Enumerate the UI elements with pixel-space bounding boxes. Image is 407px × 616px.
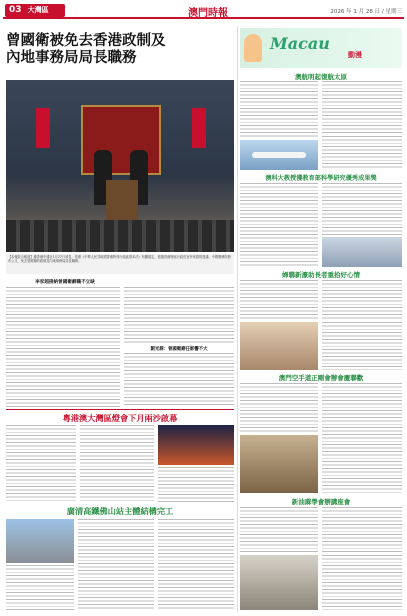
- sidebar-story2-text-b: [322, 183, 402, 235]
- sidebar-story4-text-a: [240, 383, 318, 433]
- section-divider: [6, 409, 234, 410]
- lead-title-line2: 內地事務局局長職務: [6, 50, 137, 66]
- section-name: 大灣區: [27, 6, 49, 14]
- bottom-story2-text-c: [158, 519, 234, 611]
- bottom-story2-title: 廣清高鐵佛山站主體結構完工: [66, 506, 174, 516]
- flag: [192, 108, 206, 148]
- lead-body-col1: [6, 287, 120, 407]
- bottom-story2-text-b: [78, 519, 154, 611]
- sidebar-story3-text-b: [322, 280, 402, 320]
- macau-banner: [240, 28, 402, 68]
- page-number-badge: [5, 4, 65, 17]
- seniors-photo: [240, 322, 318, 370]
- lecture-photo: [240, 555, 318, 610]
- lead-title: [6, 33, 240, 67]
- lead-subheading: 劉光源：曾國衛辭任影響不大: [150, 347, 208, 352]
- sidebar-story5-text-c: [322, 555, 402, 610]
- bottom-story1-text-c: [158, 467, 234, 503]
- lead-body-col2: [124, 287, 234, 345]
- page-number: 03: [9, 5, 22, 15]
- sidebar-story4-text-b: [322, 383, 402, 493]
- sidebar-story1-text-c: [322, 136, 402, 170]
- sidebar-story1-text-b: [322, 81, 402, 133]
- sidebar-story2-text-a: [240, 183, 318, 267]
- sidebar-story3-title: 婦聯新濠助長者重拾好心情: [282, 271, 360, 279]
- bottom-story2-text-a: [6, 565, 74, 611]
- aircraft: [252, 152, 306, 158]
- aircraft-photo: [240, 140, 318, 170]
- lead-photo: [6, 80, 234, 252]
- sidebar-story1-title: 澳航明起復航太原: [295, 73, 347, 81]
- sidebar-story3-text-a: [240, 280, 318, 320]
- bottom-story1-text-a: [6, 425, 76, 503]
- banner-word: Macau: [270, 34, 330, 53]
- lead-body-heading: 李家超接納曾國衛辭職不立缺: [35, 280, 95, 285]
- lead-body-col3: [124, 353, 234, 407]
- sidebar-story3-text-c: [322, 322, 402, 370]
- cartoon-figure: [244, 34, 262, 62]
- bottom-story1-title: 粵港澳大灣區燈會下月兩沙啟幕: [62, 413, 178, 423]
- sidebar-story5-text-a: [240, 507, 318, 553]
- column-rule: [237, 26, 238, 612]
- stage-backdrop: [81, 105, 161, 175]
- karate-photo: [240, 435, 318, 493]
- flag: [36, 108, 50, 148]
- podium: [106, 180, 138, 220]
- banner-sub: 動漫: [348, 51, 362, 59]
- masthead: 澳門時報: [188, 8, 228, 19]
- lead-title-line1: 曾國衛被免去香港政制及: [6, 33, 166, 49]
- lead-photo-caption: 【本報綜合報道】據香港中通社1月27日消息，依照《中華人民共和國香港特別行政區基本法》有關規定，根據香港特區行政長官李家超的建議，中國國務院發布公文，免去曾國衛的政制及內地事務局局長職務。: [6, 254, 234, 274]
- rail-station-photo: [6, 519, 74, 563]
- sidebar-story5-text-b: [322, 507, 402, 553]
- sidebar-story5-title: 新油蔴學會辦講座會: [291, 498, 351, 506]
- professor-photo: [322, 237, 402, 267]
- sidebar-story1-text-a: [240, 81, 318, 139]
- sidebar-story4-title: 澳門空手道正剛會辦會慶聯歡: [278, 374, 364, 382]
- audience: [6, 220, 234, 252]
- issue-date: 2026 年 1 月 28 日 / 星期三: [330, 9, 402, 15]
- sidebar-story2-title: 澳科大教授獲教育部科學研究優秀成果獎: [265, 175, 377, 182]
- page-header: [3, 3, 404, 19]
- lantern-photo: [158, 425, 234, 465]
- bottom-story1-text-b: [80, 425, 154, 503]
